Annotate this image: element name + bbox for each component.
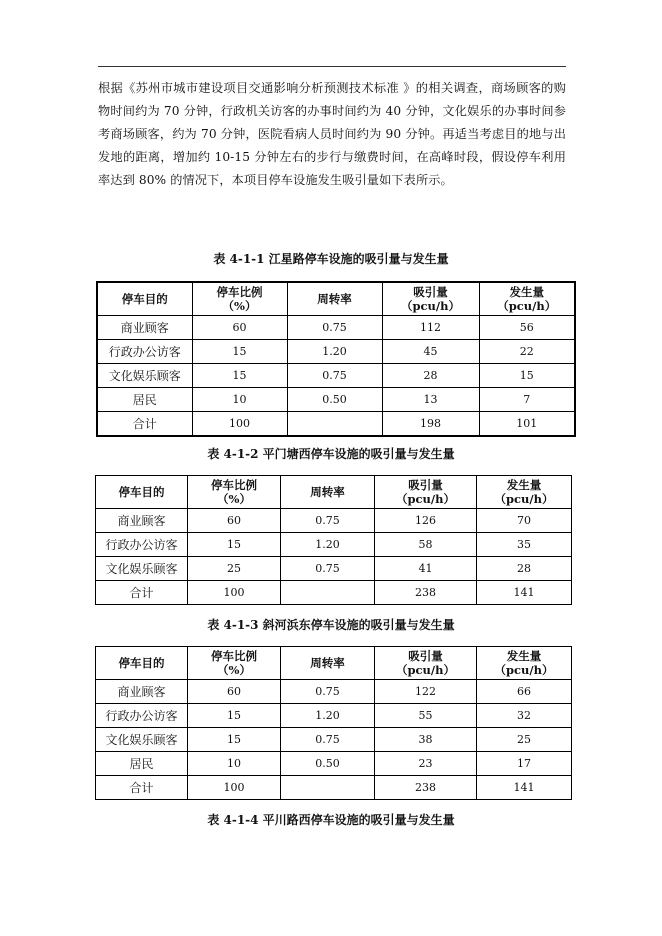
table-row: 商业顾客 60 0.75 122 66 (96, 680, 572, 704)
intro-paragraph (98, 77, 566, 192)
table-total-row: 合计 100 198 101 (97, 412, 575, 437)
table-caption-1: 表 4-1-1 江星路停车设施的吸引量与发生量 (213, 252, 449, 266)
table-row: 行政办公访客 15 1.20 55 32 (96, 704, 572, 728)
parking-table-2 (95, 475, 572, 605)
header-turnover: 周转率 (287, 282, 382, 316)
table-caption-4: 表 4-1-4 平川路西停车设施的吸引量与发生量 (207, 813, 455, 827)
header-attraction: 吸引量 （pcu/h） (382, 282, 479, 316)
header-generation: 发生量 （pcu/h） (477, 476, 572, 509)
table-caption-2: 表 4-1-2 平门塘西停车设施的吸引量与发生量 (207, 447, 455, 461)
header-attraction: 吸引量 （pcu/h） (375, 647, 477, 680)
table-header-row (96, 647, 572, 680)
table-row: 行政办公访客 15 1.20 58 35 (96, 533, 572, 557)
parking-table-3 (95, 646, 572, 800)
header-purpose: 停车目的 (96, 476, 188, 509)
header-turnover: 周转率 (281, 476, 375, 509)
table-total-row: 合计 100 238 141 (96, 581, 572, 605)
table-row: 商业顾客 60 0.75 126 70 (96, 509, 572, 533)
table-row: 文化娱乐顾客 15 0.75 38 25 (96, 728, 572, 752)
table-row: 文化娱乐顾客 25 0.75 41 28 (96, 557, 572, 581)
header-rule (98, 66, 566, 67)
table-row: 居民 10 0.50 23 17 (96, 752, 572, 776)
table-row: 居民 10 0.50 13 7 (97, 388, 575, 412)
intro-text: 根据《苏州市城市建设项目交通影响分析预测技术标准 》的相关调查，商场顾客的购物时间约为 70 分钟，行政机关访客的办事时间约为 40 分钟，文化娱乐的办事时间参考商场顾客，约为 70 分钟，医院看病人员时间约为 90 分钟。再适当考虑目的地与出发地的距离，增加约 10-15 分钟左右的步行与缴费时间，在高峰时段，假设停车利用率达到 80% 的情况下，本项目停车设施发生吸引量如下表所示。 (98, 81, 566, 187)
table-row: 文化娱乐顾客 15 0.75 28 15 (97, 364, 575, 388)
table-header-row (96, 476, 572, 509)
header-generation: 发生量 （pcu/h） (477, 647, 572, 680)
table-row: 商业顾客 60 0.75 112 56 (97, 316, 575, 340)
header-purpose: 停车目的 (96, 647, 188, 680)
header-purpose: 停车目的 (97, 282, 192, 316)
header-ratio: 停车比例 （%） (188, 476, 281, 509)
header-generation: 发生量 （pcu/h） (479, 282, 575, 316)
header-turnover: 周转率 (281, 647, 375, 680)
table-header-row (97, 282, 575, 316)
header-ratio: 停车比例 （%） (192, 282, 287, 316)
table-row: 行政办公访客 15 1.20 45 22 (97, 340, 575, 364)
table-total-row: 合计 100 238 141 (96, 776, 572, 800)
table-caption-3: 表 4-1-3 斜河浜东停车设施的吸引量与发生量 (207, 618, 455, 632)
header-ratio: 停车比例 （%） (188, 647, 281, 680)
parking-table-1 (96, 281, 576, 437)
header-attraction: 吸引量 （pcu/h） (375, 476, 477, 509)
